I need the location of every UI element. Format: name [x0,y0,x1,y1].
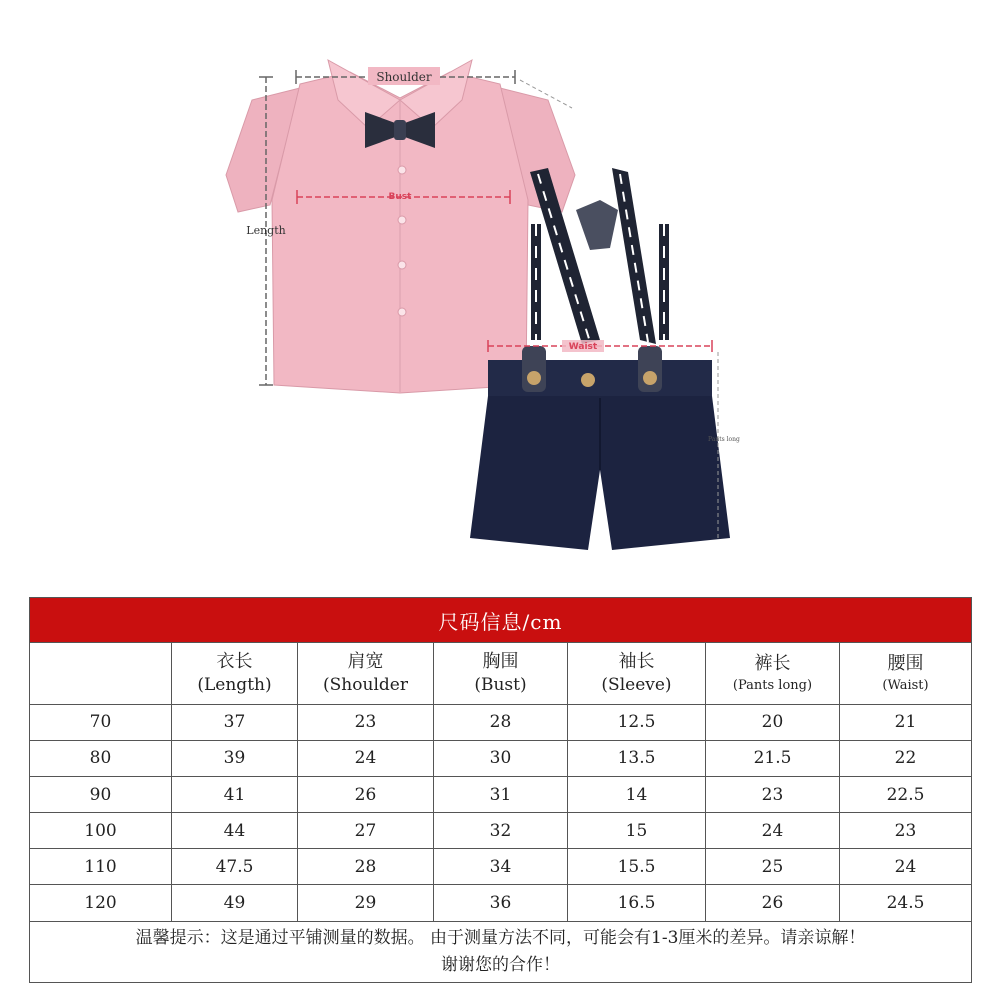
table-cell: 22 [840,740,972,776]
header-pants-long [706,643,840,704]
shirt-button [398,166,406,174]
header-zh: 胸围 [482,650,519,672]
shorts-button [643,371,657,385]
header-shoulder [298,643,434,704]
header-en: (Length) [197,675,272,696]
table-cell: 47.5 [172,849,298,885]
header-length [172,643,298,704]
table-cell: 44 [172,813,298,849]
table-cell: 30 [434,740,568,776]
header-sleeve [568,643,706,704]
table-cell: 24.5 [840,885,972,921]
header-en: (Waist) [882,677,929,693]
shorts-waistband [488,360,712,398]
size-note [30,921,972,982]
table-cell: 23 [298,704,434,740]
shorts-button [527,371,541,385]
length-label: Length [246,224,286,237]
header-en: (Shoulder [323,675,408,696]
table-cell: 26 [706,885,840,921]
table-row [30,704,972,740]
shirt-button [398,308,406,316]
table-cell: 32 [434,813,568,849]
table-cell: 24 [706,813,840,849]
table-cell: 80 [30,740,172,776]
table-cell: 110 [30,849,172,885]
table-cell: 34 [434,849,568,885]
table-cell: 120 [30,885,172,921]
size-chart-title: 尺码信息/cm [30,598,972,643]
table-cell: 20 [706,704,840,740]
table-cell: 31 [434,776,568,812]
shirt-button [398,261,406,269]
header-zh: 肩宽 [347,650,384,672]
pants-long-label: Pants long [708,436,740,443]
table-cell: 27 [298,813,434,849]
table-row [30,885,972,921]
table-cell: 28 [298,849,434,885]
table-cell: 21 [840,704,972,740]
table-cell: 100 [30,813,172,849]
table-cell: 29 [298,885,434,921]
table-cell: 24 [298,740,434,776]
suspender-strap-right [612,168,656,344]
header-zh: 衣长 [216,650,253,672]
table-cell: 22.5 [840,776,972,812]
table-cell: 28 [434,704,568,740]
header-size [30,643,172,704]
header-bust [434,643,568,704]
header-en: (Sleeve) [601,675,672,696]
size-chart-table [29,597,972,983]
table-cell: 90 [30,776,172,812]
size-chart-header-row [30,643,972,704]
table-cell: 13.5 [568,740,706,776]
table-cell: 70 [30,704,172,740]
table-cell: 16.5 [568,885,706,921]
header-waist [840,643,972,704]
table-cell: 41 [172,776,298,812]
table-cell: 26 [298,776,434,812]
table-cell: 24 [840,849,972,885]
header-en: (Pants long) [732,677,813,693]
table-row [30,849,972,885]
table-cell: 39 [172,740,298,776]
bust-label: Bust [388,192,412,202]
shirt-button [398,216,406,224]
header-zh: 腰围 [887,653,924,675]
shoulder-label: Shoulder [376,70,432,84]
size-note-line2: 谢谢您的合作！ [441,954,560,975]
table-cell: 14 [568,776,706,812]
table-cell: 12.5 [568,704,706,740]
header-zh: 袖长 [618,650,655,672]
table-cell: 49 [172,885,298,921]
table-row [30,776,972,812]
table-cell: 36 [434,885,568,921]
table-cell: 25 [706,849,840,885]
table-cell: 23 [706,776,840,812]
shorts-button [581,373,595,387]
table-cell: 37 [172,704,298,740]
table-cell: 23 [840,813,972,849]
suspender-back-patch [576,200,618,250]
table-row [30,740,972,776]
header-zh: 裤长 [754,653,791,675]
table-cell: 15.5 [568,849,706,885]
header-en: (Bust) [474,675,527,696]
table-cell: 15 [568,813,706,849]
table-row [30,813,972,849]
table-cell: 21.5 [706,740,840,776]
waist-label: Waist [568,342,598,352]
size-note-line1: 温馨提示：这是通过平铺测量的数据。 由于测量方法不同，可能会有1-3厘米的差异。请亲谅解！ [135,927,866,948]
